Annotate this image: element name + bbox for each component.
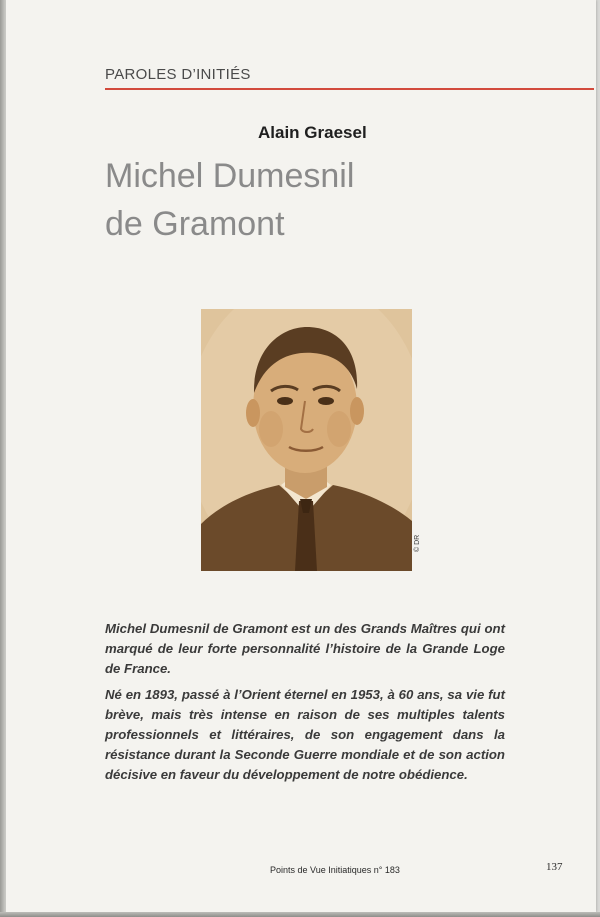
- publication-footer: Points de Vue Initiatiques n° 183: [270, 865, 400, 875]
- title-line-1: Michel Dumesnil: [105, 157, 355, 195]
- section-label: PAROLES D’INITIÉS: [105, 66, 251, 83]
- photo-credit: © DR: [414, 534, 421, 552]
- title-line-2: de Gramont: [105, 205, 285, 243]
- article-title: [105, 152, 354, 248]
- biography-paragraph: Né en 1893, passé à l’Orient éternel en 1953, à 60 ans, sa vie fut brève, mais très intense en raison de ses multiples talents professionnels et littéraires, de son engagement dans la résistance durant la Seconde Guerre mondiale et de son action décisive en faveur du développement de notre obédience.: [105, 687, 505, 782]
- page-number: 137: [546, 861, 563, 873]
- section-divider: [105, 88, 594, 90]
- intro-paragraph: Michel Dumesnil de Gramont est un des Grands Maîtres qui ont marqué de leur forte personnalité l’histoire de la Grande Loge de France.: [105, 621, 505, 676]
- portrait-illustration: [201, 309, 412, 571]
- author-name: Alain Graesel: [258, 123, 367, 142]
- page-bottom-edge: [0, 912, 600, 917]
- portrait-photo: [201, 309, 412, 571]
